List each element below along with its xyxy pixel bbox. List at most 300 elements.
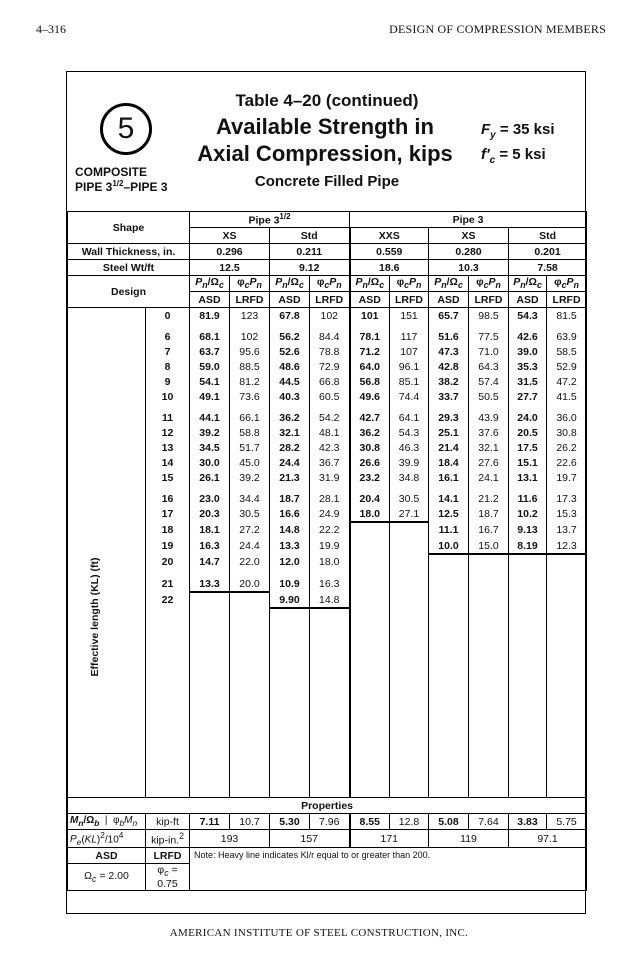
strength-value: 9.13 — [509, 522, 547, 538]
strength-value — [390, 554, 429, 570]
strength-value: 54.3 — [390, 425, 429, 440]
strength-value: 48.1 — [310, 425, 350, 440]
asd-label: ASD — [190, 292, 230, 308]
table-title-line1: Available Strength in — [215, 114, 434, 139]
strength-value: 12.5 — [429, 506, 469, 522]
strength-value: 74.4 — [390, 389, 429, 404]
fy-value: $F_y = 35$ ksi — [481, 121, 555, 141]
strength-value: 71.2 — [350, 344, 390, 359]
steel-weight-label: Steel Wt/ft — [68, 260, 190, 276]
asd-label: ASD — [68, 848, 146, 864]
strength-value — [350, 538, 390, 554]
wall-thickness-value: 0.201 — [509, 244, 587, 260]
strength-value: 39.2 — [190, 425, 230, 440]
strength-value: 14.1 — [429, 485, 469, 506]
strength-value: 18.0 — [310, 554, 350, 570]
pe-symbol: $P_e(KL)^2/10^4$ — [68, 830, 146, 848]
strength-value: 18.0 — [350, 506, 390, 522]
spacer-cell — [146, 608, 190, 798]
table-row — [68, 344, 587, 359]
moment-value: 7.96 — [310, 814, 350, 830]
strength-value: 34.5 — [190, 440, 230, 455]
strength-value: 71.0 — [469, 344, 509, 359]
strength-value — [350, 522, 390, 538]
running-head — [36, 22, 606, 40]
strength-value: 42.8 — [429, 359, 469, 374]
strength-value — [429, 570, 469, 592]
asd-symbol: $P_n/\Omega_c$ — [509, 276, 547, 292]
strength-value: 22.6 — [547, 455, 587, 470]
strength-value — [350, 554, 390, 570]
strength-value: 56.8 — [350, 374, 390, 389]
table-header — [67, 72, 585, 212]
table-row — [68, 506, 587, 522]
strength-value: 102 — [230, 323, 270, 344]
strength-value: 27.7 — [509, 389, 547, 404]
spacer-cell — [310, 608, 350, 798]
length-value: 10 — [146, 389, 190, 404]
strength-value — [429, 592, 469, 608]
moment-unit: kip-ft — [146, 814, 190, 830]
strength-value: 24.4 — [230, 538, 270, 554]
strength-value: 38.2 — [429, 374, 469, 389]
strength-value: 33.7 — [429, 389, 469, 404]
table-row — [68, 470, 587, 485]
strength-value: 84.4 — [310, 323, 350, 344]
note-text: Note: Heavy line indicates Kl/r equal to or greater than 200. — [190, 848, 587, 891]
table-row — [68, 592, 587, 608]
strength-value: 36.2 — [270, 404, 310, 425]
strength-value: 9.90 — [270, 592, 310, 608]
strength-value: 101 — [350, 308, 390, 324]
strength-value: 14.7 — [190, 554, 230, 570]
wall-thickness-value: 0.559 — [350, 244, 429, 260]
strength-value: 88.5 — [230, 359, 270, 374]
strength-value: 32.1 — [270, 425, 310, 440]
strength-value: 16.3 — [190, 538, 230, 554]
strength-value: 42.6 — [509, 323, 547, 344]
strength-value: 63.7 — [190, 344, 230, 359]
strength-value — [469, 570, 509, 592]
length-value: 6 — [146, 323, 190, 344]
wall-thickness-value: 0.296 — [190, 244, 270, 260]
length-value: 8 — [146, 359, 190, 374]
chapter-title: DESIGN OF COMPRESSION MEMBERS — [389, 22, 606, 36]
pe-value: 193 — [190, 830, 270, 848]
strength-value: 32.1 — [469, 440, 509, 455]
group-name: Std — [270, 228, 350, 244]
strength-value: 96.1 — [390, 359, 429, 374]
group-name: XS — [190, 228, 270, 244]
strength-value: 81.2 — [230, 374, 270, 389]
strength-value: 30.8 — [350, 440, 390, 455]
strength-value — [390, 592, 429, 608]
strength-value: 20.3 — [190, 506, 230, 522]
moment-value: 10.7 — [230, 814, 270, 830]
table-row — [68, 404, 587, 425]
strength-value: 49.6 — [350, 389, 390, 404]
moment-value: 7.11 — [190, 814, 230, 830]
strength-value: 27.1 — [390, 506, 429, 522]
length-value: 7 — [146, 344, 190, 359]
strength-value: 52.9 — [547, 359, 587, 374]
strength-value — [509, 592, 547, 608]
strength-value: 78.8 — [310, 344, 350, 359]
strength-value: 18.1 — [190, 522, 230, 538]
strength-value: 151 — [390, 308, 429, 324]
strength-value: 54.3 — [509, 308, 547, 324]
strength-value: 39.0 — [509, 344, 547, 359]
strength-value: 36.7 — [310, 455, 350, 470]
strength-value — [509, 570, 547, 592]
steel-weight-value: 12.5 — [190, 260, 270, 276]
asd-symbol: $P_n/\Omega_c$ — [350, 276, 390, 292]
length-value: 13 — [146, 440, 190, 455]
strength-value — [390, 570, 429, 592]
strength-value: 67.8 — [270, 308, 310, 324]
strength-value: 26.6 — [350, 455, 390, 470]
strength-value: 85.1 — [390, 374, 429, 389]
length-value: 11 — [146, 404, 190, 425]
spacer-cell — [350, 608, 390, 798]
strength-value: 10.2 — [509, 506, 547, 522]
steel-weight-value: 10.3 — [429, 260, 509, 276]
length-value: 21 — [146, 570, 190, 592]
lrfd-symbol: $\varphi_cP_n$ — [390, 276, 429, 292]
strength-value: 16.7 — [469, 522, 509, 538]
section-badge: 5 — [100, 103, 152, 155]
lrfd-label: LRFD — [469, 292, 509, 308]
strength-value: 44.1 — [190, 404, 230, 425]
wall-thickness-value: 0.280 — [429, 244, 509, 260]
strength-value: 40.3 — [270, 389, 310, 404]
strength-value — [547, 570, 587, 592]
strength-value: 21.4 — [429, 440, 469, 455]
lrfd-label: LRFD — [547, 292, 587, 308]
strength-value: 66.8 — [310, 374, 350, 389]
strength-value: 18.7 — [469, 506, 509, 522]
strength-value: 42.3 — [310, 440, 350, 455]
strength-value: 81.5 — [547, 308, 587, 324]
strength-value: 59.0 — [190, 359, 230, 374]
strength-value: 23.0 — [190, 485, 230, 506]
table-row — [68, 359, 587, 374]
strength-value: 11.6 — [509, 485, 547, 506]
lrfd-symbol: $\varphi_cP_n$ — [230, 276, 270, 292]
spacer-cell — [509, 608, 547, 798]
wall-thickness-label: Wall Thickness, in. — [68, 244, 190, 260]
spacer-cell — [390, 608, 429, 798]
length-value: 14 — [146, 455, 190, 470]
length-value: 18 — [146, 522, 190, 538]
pipe-range-label: PIPE $3^{1/2}$–PIPE 3 — [75, 179, 168, 194]
strength-value: 29.3 — [429, 404, 469, 425]
length-value: 9 — [146, 374, 190, 389]
strength-value: 24.0 — [509, 404, 547, 425]
strength-value: 73.6 — [230, 389, 270, 404]
pe-value: 157 — [270, 830, 350, 848]
strength-value: 64.0 — [350, 359, 390, 374]
strength-value: 31.5 — [509, 374, 547, 389]
moment-symbol: $M_n/\Omega_b$ | $\varphi_bM_n$ — [68, 814, 146, 830]
wall-thickness-value: 0.211 — [270, 244, 350, 260]
strength-value: 20.4 — [350, 485, 390, 506]
strength-value: 64.1 — [390, 404, 429, 425]
pipe-3-header: Pipe 3 — [350, 212, 587, 228]
strength-value: 21.2 — [469, 485, 509, 506]
strength-value: 25.1 — [429, 425, 469, 440]
asd-label: ASD — [350, 292, 390, 308]
strength-value: 15.1 — [509, 455, 547, 470]
steel-weight-value: 9.12 — [270, 260, 350, 276]
asd-symbol: $P_n/\Omega_c$ — [190, 276, 230, 292]
strength-table — [67, 211, 587, 891]
spacer-cell — [230, 608, 270, 798]
strength-value: 54.1 — [190, 374, 230, 389]
strength-value: 20.5 — [509, 425, 547, 440]
moment-value: 7.64 — [469, 814, 509, 830]
strength-value — [469, 592, 509, 608]
strength-value: 45.0 — [230, 455, 270, 470]
table-row — [68, 485, 587, 506]
strength-value: 46.3 — [390, 440, 429, 455]
strength-value: 107 — [390, 344, 429, 359]
strength-value: 54.2 — [310, 404, 350, 425]
strength-value: 34.4 — [230, 485, 270, 506]
pe-value: 97.1 — [509, 830, 587, 848]
page-number: 4–316 — [36, 22, 66, 36]
strength-value: 13.3 — [190, 570, 230, 592]
strength-value: 19.9 — [310, 538, 350, 554]
strength-value: 30.5 — [230, 506, 270, 522]
strength-value: 21.3 — [270, 470, 310, 485]
pe-value: 119 — [429, 830, 509, 848]
length-value: 20 — [146, 554, 190, 570]
steel-weight-value: 18.6 — [350, 260, 429, 276]
lrfd-symbol: $\varphi_cP_n$ — [469, 276, 509, 292]
strength-value: 64.3 — [469, 359, 509, 374]
moment-value: 12.8 — [390, 814, 429, 830]
strength-value: 51.6 — [429, 323, 469, 344]
length-value: 15 — [146, 470, 190, 485]
spacer-cell — [469, 608, 509, 798]
table-row — [68, 570, 587, 592]
strength-value — [190, 592, 230, 608]
strength-value: 117 — [390, 323, 429, 344]
strength-value: 24.4 — [270, 455, 310, 470]
strength-value: 72.9 — [310, 359, 350, 374]
asd-label: ASD — [509, 292, 547, 308]
design-label: Design — [68, 276, 190, 308]
strength-value — [390, 522, 429, 538]
lrfd-label: LRFD — [230, 292, 270, 308]
length-value: 12 — [146, 425, 190, 440]
strength-value: 44.5 — [270, 374, 310, 389]
strength-value: 26.1 — [190, 470, 230, 485]
table-row — [68, 538, 587, 554]
effective-length-column — [68, 308, 146, 798]
moment-value: 5.30 — [270, 814, 310, 830]
asd-symbol: $P_n/\Omega_c$ — [270, 276, 310, 292]
table-row-spacer — [68, 608, 587, 798]
properties-label: Properties — [68, 798, 587, 814]
steel-weight-value: 7.58 — [509, 260, 587, 276]
strength-value: 16.3 — [310, 570, 350, 592]
strength-value: 36.2 — [350, 425, 390, 440]
strength-value: 66.1 — [230, 404, 270, 425]
strength-value: 37.6 — [469, 425, 509, 440]
group-name: Std — [509, 228, 587, 244]
strength-value: 28.2 — [270, 440, 310, 455]
strength-value — [547, 592, 587, 608]
strength-value: 48.6 — [270, 359, 310, 374]
strength-value: 36.0 — [547, 404, 587, 425]
group-name: XXS — [350, 228, 429, 244]
table-number: Table 4–20 (continued) — [235, 91, 419, 110]
strength-value: 49.1 — [190, 389, 230, 404]
effective-length-label: Effective length (KL) (ft) — [89, 557, 101, 677]
strength-value: 47.2 — [547, 374, 587, 389]
strength-value: 39.9 — [390, 455, 429, 470]
strength-value — [509, 554, 547, 570]
table-row — [68, 554, 587, 570]
strength-value: 56.2 — [270, 323, 310, 344]
strength-value: 13.7 — [547, 522, 587, 538]
strength-value: 52.6 — [270, 344, 310, 359]
strength-value: 27.2 — [230, 522, 270, 538]
fc-value: $f'_c = 5$ ksi — [481, 146, 546, 166]
strength-value: 11.1 — [429, 522, 469, 538]
strength-value: 98.5 — [469, 308, 509, 324]
strength-value: 13.1 — [509, 470, 547, 485]
strength-value: 51.7 — [230, 440, 270, 455]
strength-value: 15.0 — [469, 538, 509, 554]
pe-unit: kip-in.$^2$ — [146, 830, 190, 848]
moment-value: 5.08 — [429, 814, 469, 830]
table-title-line2: Axial Compression, kips — [197, 141, 453, 166]
strength-value: 10.9 — [270, 570, 310, 592]
strength-value: 15.3 — [547, 506, 587, 522]
strength-value: 27.6 — [469, 455, 509, 470]
moment-value: 8.55 — [350, 814, 390, 830]
strength-value: 8.19 — [509, 538, 547, 554]
strength-value: 24.1 — [469, 470, 509, 485]
strength-value: 23.2 — [350, 470, 390, 485]
strength-value: 30.0 — [190, 455, 230, 470]
table-row — [68, 389, 587, 404]
strength-value: 14.8 — [270, 522, 310, 538]
strength-value: 18.4 — [429, 455, 469, 470]
strength-value: 28.1 — [310, 485, 350, 506]
phi-value: $\varphi_c = 0.75$ — [146, 864, 190, 891]
strength-value: 17.3 — [547, 485, 587, 506]
page-footer: AMERICAN INSTITUTE OF STEEL CONSTRUCTION, INC. — [169, 927, 469, 939]
strength-value: 18.7 — [270, 485, 310, 506]
strength-value: 58.8 — [230, 425, 270, 440]
strength-value: 26.2 — [547, 440, 587, 455]
strength-value: 102 — [310, 308, 350, 324]
table-row — [68, 455, 587, 470]
strength-value: 65.7 — [429, 308, 469, 324]
strength-value — [350, 570, 390, 592]
table-row — [68, 308, 587, 324]
strength-value: 24.9 — [310, 506, 350, 522]
lrfd-symbol: $\varphi_cP_n$ — [310, 276, 350, 292]
table-subtitle: Concrete Filled Pipe — [254, 173, 400, 190]
spacer-cell — [429, 608, 469, 798]
table-frame — [66, 71, 586, 914]
strength-value — [429, 554, 469, 570]
strength-value: 22.2 — [310, 522, 350, 538]
strength-value — [390, 538, 429, 554]
strength-value: 39.2 — [230, 470, 270, 485]
length-value: 16 — [146, 485, 190, 506]
strength-value: 10.0 — [429, 538, 469, 554]
strength-value — [469, 554, 509, 570]
strength-value: 50.5 — [469, 389, 509, 404]
length-value: 22 — [146, 592, 190, 608]
strength-value: 31.9 — [310, 470, 350, 485]
strength-value: 12.0 — [270, 554, 310, 570]
strength-value: 20.0 — [230, 570, 270, 592]
strength-value: 78.1 — [350, 323, 390, 344]
lrfd-label: LRFD — [310, 292, 350, 308]
strength-value: 81.9 — [190, 308, 230, 324]
lrfd-symbol: $\varphi_cP_n$ — [547, 276, 587, 292]
strength-value: 60.5 — [310, 389, 350, 404]
composite-label: COMPOSITE — [75, 165, 148, 179]
strength-value — [230, 592, 270, 608]
strength-value — [350, 592, 390, 608]
strength-value: 68.1 — [190, 323, 230, 344]
pipe-3-1-2-header: Pipe $3^{1/2}$ — [190, 212, 350, 228]
omega-value: $\Omega_c = 2.00$ — [68, 864, 146, 891]
asd-label: ASD — [270, 292, 310, 308]
length-value: 0 — [146, 308, 190, 324]
spacer-cell — [190, 608, 230, 798]
strength-value: 22.0 — [230, 554, 270, 570]
spacer-cell — [270, 608, 310, 798]
moment-value: 3.83 — [509, 814, 547, 830]
strength-value: 30.8 — [547, 425, 587, 440]
table-row — [68, 440, 587, 455]
strength-value: 13.3 — [270, 538, 310, 554]
strength-value: 123 — [230, 308, 270, 324]
length-value: 17 — [146, 506, 190, 522]
strength-value: 47.3 — [429, 344, 469, 359]
asd-symbol: $P_n/\Omega_c$ — [429, 276, 469, 292]
strength-value: 16.6 — [270, 506, 310, 522]
shape-label: Shape — [68, 212, 190, 244]
strength-value: 12.3 — [547, 538, 587, 554]
lrfd-label: LRFD — [146, 848, 190, 864]
strength-value: 35.3 — [509, 359, 547, 374]
strength-value: 58.5 — [547, 344, 587, 359]
strength-value: 34.8 — [390, 470, 429, 485]
table-row — [68, 425, 587, 440]
strength-value — [547, 554, 587, 570]
strength-value: 19.7 — [547, 470, 587, 485]
pe-value: 171 — [350, 830, 429, 848]
strength-value: 63.9 — [547, 323, 587, 344]
table-row — [68, 374, 587, 389]
moment-value: 5.75 — [547, 814, 587, 830]
group-name: XS — [429, 228, 509, 244]
spacer-cell — [547, 608, 587, 798]
asd-label: ASD — [429, 292, 469, 308]
strength-value: 95.6 — [230, 344, 270, 359]
table-row — [68, 522, 587, 538]
